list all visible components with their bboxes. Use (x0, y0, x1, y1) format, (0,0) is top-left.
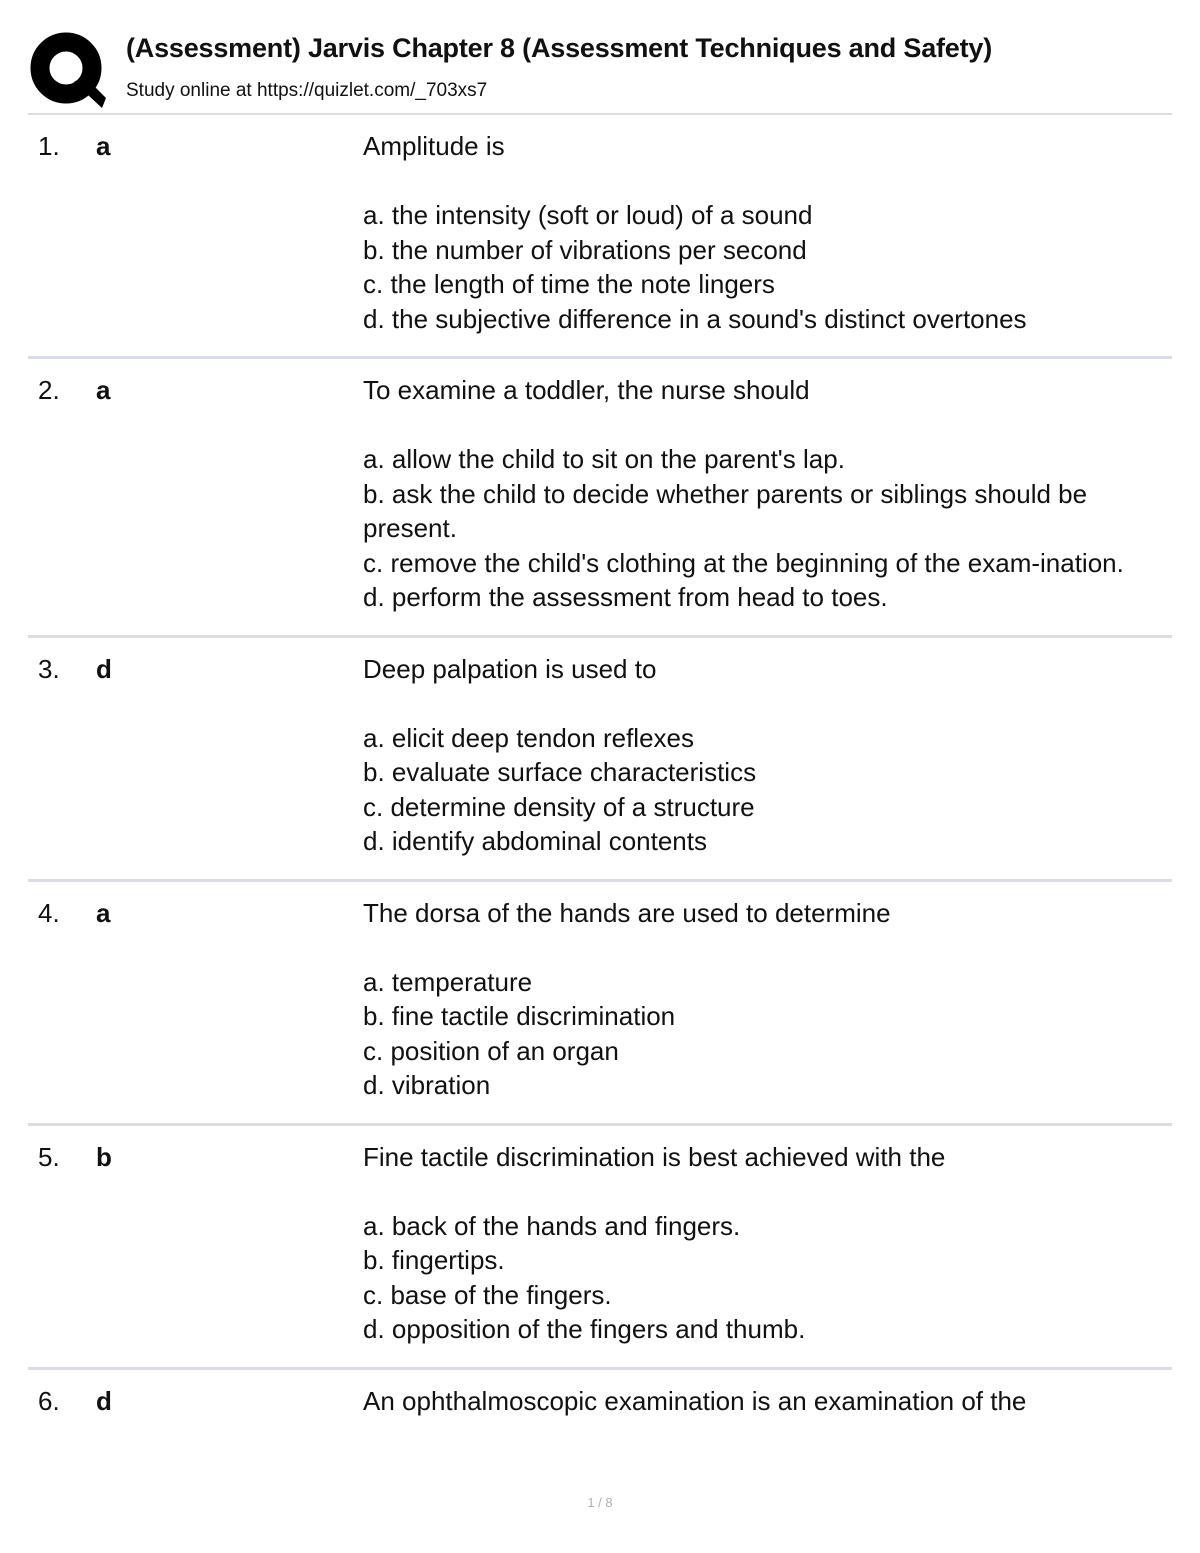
item-option: b. fingertips. (363, 1245, 505, 1275)
flashcard-item (28, 638, 1172, 882)
document-title: (Assessment) Jarvis Chapter 8 (Assessment Techniques and Safety) (126, 33, 993, 63)
item-option: d. identify abdominal contents (363, 826, 707, 856)
flashcard-item (28, 359, 1172, 638)
item-answer: b (96, 1141, 112, 1172)
item-option: b. evaluate surface characteristics (363, 757, 757, 787)
item-option: a. back of the hands and fingers. (363, 1210, 741, 1241)
item-number: 4. (38, 897, 60, 928)
item-option: c. determine density of a structure (363, 791, 755, 822)
flashcard-item (28, 1370, 1172, 1473)
item-option: a. elicit deep tendon reflexes (363, 722, 694, 753)
item-number: 1. (38, 131, 60, 161)
quizlet-logo-icon (30, 32, 106, 108)
item-option: c. position of an organ (363, 1035, 619, 1066)
flashcard-list (28, 115, 1172, 1473)
item-question: An ophthalmoscopic examination is an examination of the (363, 1385, 1027, 1416)
item-option: a. allow the child to sit on the parent's lap. (363, 444, 845, 474)
item-option: b. the number of vibrations per second (363, 234, 807, 265)
flashcard-item (28, 115, 1172, 359)
item-question: The dorsa of the hands are used to determine (363, 897, 891, 928)
item-option: c. remove the child's clothing at the beginning of the exam-ination. (363, 547, 1124, 578)
item-option: d. vibration (363, 1070, 491, 1100)
item-option: c. the length of time the note lingers (363, 269, 775, 299)
item-number: 2. (38, 375, 60, 405)
item-option: b. fine tactile discrimination (363, 1001, 676, 1031)
item-option: d. the subjective difference in a sound's distinct overtones (363, 303, 1027, 334)
item-answer: a (96, 897, 111, 928)
study-online-link[interactable]: Study online at https://quizlet.com/_703xs7 (126, 80, 488, 101)
item-question: To examine a toddler, the nurse should (363, 375, 810, 405)
item-number: 5. (38, 1141, 60, 1172)
item-answer: a (96, 375, 111, 405)
item-option: a. the intensity (soft or loud) of a sound (363, 200, 813, 230)
item-number: 6. (38, 1385, 60, 1416)
item-answer: d (96, 1385, 112, 1416)
item-number: 3. (38, 653, 60, 684)
item-option: b. ask the child to decide whether parents or siblings should be present. (363, 478, 1088, 543)
item-option: c. base of the fingers. (363, 1279, 612, 1310)
item-question: Fine tactile discrimination is best achieved with the (363, 1141, 946, 1172)
flashcard-item (28, 882, 1172, 1126)
flashcard-item (28, 1126, 1172, 1370)
item-option: a. temperature (363, 966, 533, 997)
page-header (28, 28, 1172, 112)
item-question: Deep palpation is used to (363, 653, 657, 684)
item-answer: a (96, 131, 111, 161)
item-answer: d (96, 653, 112, 684)
page-number: 1 / 8 (587, 1495, 613, 1510)
item-option: d. perform the assessment from head to toes. (363, 582, 888, 612)
item-question: Amplitude is (363, 131, 505, 161)
item-option: d. opposition of the fingers and thumb. (363, 1314, 806, 1344)
